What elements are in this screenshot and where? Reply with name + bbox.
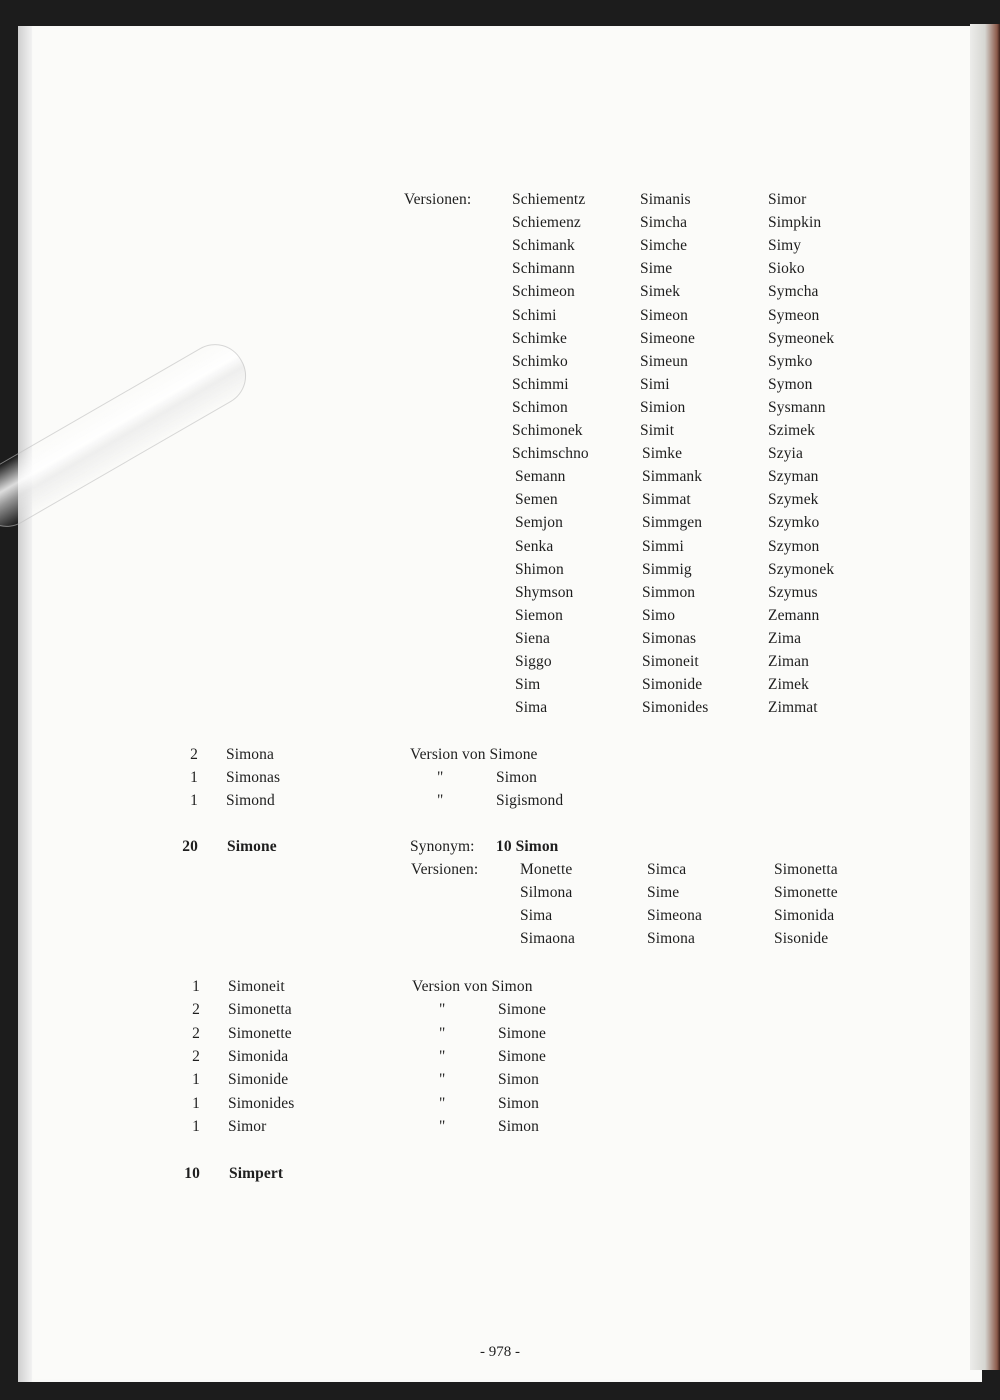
synonym-label: Synonym: — [410, 838, 475, 855]
entry-reference: Simone — [498, 1001, 546, 1019]
version-name: Monette — [520, 861, 573, 878]
entry-count: 1 — [190, 769, 198, 786]
version-name: Shimon — [515, 560, 564, 578]
entry-count: 2 — [192, 1047, 200, 1065]
entry-count: 1 — [192, 978, 200, 995]
version-name: Schiementz — [512, 191, 586, 208]
version-name: Silmona — [520, 884, 573, 901]
entry-count: 10 — [184, 1165, 200, 1182]
versions-label: Versionen: — [404, 191, 472, 208]
page-right-edge — [970, 24, 1000, 1370]
version-name: Schimke — [512, 329, 567, 347]
version-name: Semen — [515, 491, 558, 509]
version-name: Zimmat — [768, 699, 818, 717]
entry-reference: Simone — [498, 1024, 546, 1042]
version-name: Simonides — [642, 699, 709, 717]
version-name: Symon — [768, 375, 813, 393]
version-name: Sisonide — [774, 930, 829, 947]
entry-reference: Simon — [498, 1094, 539, 1112]
entry-note: Version von Simon — [412, 978, 533, 995]
version-name: Ziman — [768, 653, 809, 670]
page-number: - 978 - — [480, 1344, 520, 1360]
version-name: Simonida — [774, 907, 835, 924]
version-name: Sim — [515, 676, 541, 694]
version-name: Simek — [640, 283, 681, 301]
version-name: Semjon — [515, 514, 563, 532]
version-name: Simoneit — [642, 653, 699, 670]
version-name: Simonette — [774, 884, 838, 901]
version-name: Simmig — [642, 560, 692, 578]
ditto-mark: " — [439, 1001, 446, 1019]
entry-name: Simone — [227, 838, 277, 855]
version-name: Zima — [768, 629, 802, 647]
version-name: Szyia — [768, 445, 803, 463]
version-name: Semann — [515, 468, 566, 486]
entry-name: Simond — [226, 792, 275, 809]
entry-reference: Simon — [498, 1117, 539, 1135]
entry-count: 2 — [192, 1001, 200, 1019]
entry-name: Simonetta — [228, 1001, 292, 1019]
entry-count: 1 — [190, 792, 198, 809]
version-name: Simcha — [640, 214, 688, 232]
version-name: Symcha — [768, 283, 819, 301]
entry-count: 2 — [192, 1024, 200, 1042]
version-name: Simonas — [642, 629, 697, 647]
entry-name: Simonide — [228, 1071, 289, 1089]
version-name: Szymus — [768, 583, 818, 601]
version-name: Szymek — [768, 491, 819, 509]
version-name: Siggo — [515, 653, 552, 670]
version-name: Simonetta — [774, 861, 838, 878]
version-name: Szymonek — [768, 560, 835, 578]
entry-count: 20 — [182, 838, 198, 855]
entry-count: 2 — [190, 746, 198, 763]
version-name: Schimschno — [512, 445, 589, 463]
entry-name: Simor — [228, 1117, 267, 1135]
version-name: Schimi — [512, 306, 557, 324]
version-name: Szimek — [768, 422, 816, 439]
entry-reference: Simon — [496, 769, 537, 786]
version-name: Simo — [642, 606, 676, 624]
entry-name: Simpert — [229, 1165, 284, 1182]
entry-reference: Simone — [498, 1047, 546, 1065]
version-name: Simmat — [642, 491, 691, 509]
version-name: Simy — [768, 237, 802, 255]
version-name: Schiemenz — [512, 214, 581, 232]
version-name: Symko — [768, 352, 813, 370]
book-page — [18, 26, 982, 1382]
version-name: Simche — [640, 237, 688, 255]
ditto-mark: " — [437, 769, 444, 786]
version-name: Siena — [515, 629, 550, 647]
version-name: Siemon — [515, 606, 563, 624]
entry-name: Simonas — [226, 769, 281, 786]
version-name: Sime — [647, 884, 680, 901]
version-name: Simeona — [647, 907, 702, 924]
version-name: Schimeon — [512, 283, 575, 301]
version-name: Simca — [647, 861, 687, 878]
version-name: Simeon — [640, 306, 688, 324]
version-name: Simmon — [642, 583, 696, 601]
version-name: Szymko — [768, 514, 820, 532]
version-name: Szymon — [768, 537, 820, 555]
version-name: Shymson — [515, 583, 574, 601]
entry-name: Simonette — [228, 1024, 292, 1042]
version-name: Zimek — [768, 676, 809, 694]
version-name: Schimmi — [512, 375, 569, 393]
ditto-mark: " — [439, 1117, 446, 1135]
version-name: Simit — [640, 422, 675, 439]
entry-name: Simonida — [228, 1047, 289, 1065]
version-name: Sime — [640, 260, 673, 278]
version-name: Simeun — [640, 352, 688, 370]
version-name: Sima — [520, 907, 553, 924]
ditto-mark: " — [437, 792, 444, 809]
entry-name: Simona — [226, 746, 274, 763]
version-name: Schimann — [512, 260, 575, 278]
version-name: Simion — [640, 398, 686, 416]
entry-name: Simonides — [228, 1094, 295, 1112]
ditto-mark: " — [439, 1024, 446, 1042]
version-name: Simmi — [642, 537, 684, 555]
entry-name: Simoneit — [228, 978, 285, 995]
version-name: Simanis — [640, 191, 691, 208]
version-name: Sysmann — [768, 398, 826, 416]
page-spine-edge — [18, 26, 32, 1382]
entry-note: Version von Simone — [410, 746, 538, 763]
version-name: Simona — [647, 930, 695, 947]
version-name: Sima — [515, 699, 548, 717]
version-name: Szyman — [768, 468, 819, 486]
ditto-mark: " — [439, 1047, 446, 1065]
version-name: Symeon — [768, 306, 820, 324]
version-name: Simor — [768, 191, 807, 208]
version-name: Simke — [642, 445, 683, 463]
version-name: Simmank — [642, 468, 703, 486]
version-name: Schimank — [512, 237, 575, 255]
entry-count: 1 — [192, 1094, 200, 1112]
ditto-mark: " — [439, 1071, 446, 1089]
version-name: Simpkin — [768, 214, 822, 232]
entry-reference: Sigismond — [496, 792, 564, 809]
synonym-value: 10 Simon — [496, 838, 559, 855]
version-name: Sioko — [768, 260, 805, 278]
entry-count: 1 — [192, 1071, 200, 1089]
version-name: Symeonek — [768, 329, 835, 347]
versions-label: Versionen: — [411, 861, 479, 878]
version-name: Schimon — [512, 398, 568, 416]
version-name: Schimko — [512, 352, 568, 370]
version-name: Senka — [515, 537, 554, 555]
entry-count: 1 — [192, 1117, 200, 1135]
version-name: Zemann — [768, 606, 820, 624]
ditto-mark: " — [439, 1094, 446, 1112]
version-name: Simaona — [520, 930, 575, 947]
version-name: Simeone — [640, 329, 695, 347]
version-name: Schimonek — [512, 422, 583, 439]
version-name: Simonide — [642, 676, 703, 694]
version-name: Simmgen — [642, 514, 703, 532]
entry-reference: Simon — [498, 1071, 539, 1089]
version-name: Simi — [640, 375, 670, 393]
